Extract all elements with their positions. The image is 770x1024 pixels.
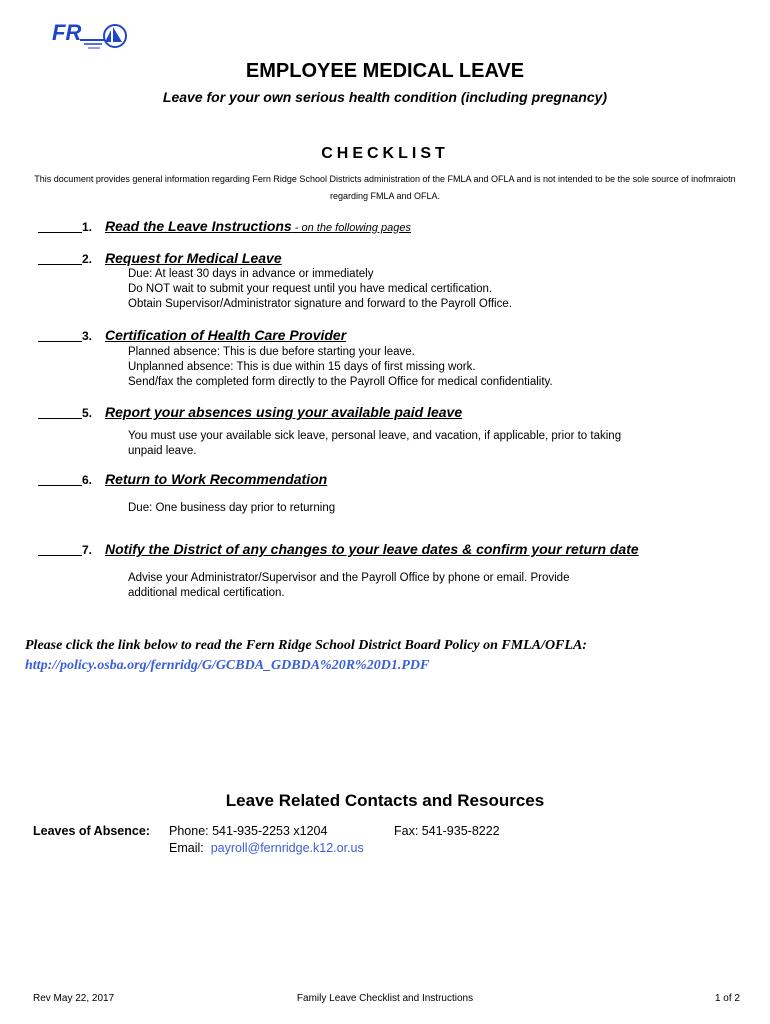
policy-section bbox=[25, 636, 587, 676]
checklist-item-5 bbox=[38, 405, 738, 459]
item-number: 3. bbox=[82, 329, 93, 343]
checkbox-blank[interactable] bbox=[38, 555, 82, 556]
detail-line: You must use your available sick leave, personal leave, and vacation, if applicable, prior to taking bbox=[128, 430, 622, 442]
detail-line: Due: At least 30 days in advance or immediately bbox=[128, 268, 374, 280]
item-title: Notify the District of any changes to your leave dates & confirm your return date bbox=[105, 541, 639, 557]
policy-link[interactable]: http://policy.osba.org/fernridg/G/GCBDA_GDBDA%20R%20D1.PDF bbox=[25, 658, 430, 673]
detail-line: unpaid leave. bbox=[128, 445, 197, 457]
detail-line: Send/fax the completed form directly to the Payroll Office for medical confidentiality. bbox=[128, 376, 553, 388]
contacts-block bbox=[33, 823, 500, 855]
contacts-heading: Leave Related Contacts and Resources bbox=[225, 791, 545, 810]
item-title: Report your absences using your available paid leave bbox=[105, 404, 463, 420]
checklist-item-6 bbox=[38, 472, 738, 516]
item-title: Certification of Health Care Provider bbox=[105, 327, 347, 343]
item-title-text: Read the Leave Instructions bbox=[105, 218, 292, 234]
checkbox-blank[interactable] bbox=[38, 418, 82, 419]
item-number: 2. bbox=[82, 252, 93, 266]
checklist-item-3 bbox=[38, 328, 738, 390]
checklist-heading: CHECKLIST bbox=[321, 145, 449, 162]
item-details bbox=[128, 501, 738, 516]
detail-line: Unplanned absence: This is due within 15 days of first missing work. bbox=[128, 361, 476, 373]
detail-line: Due: One business day prior to returning bbox=[128, 502, 336, 514]
checklist-item-1 bbox=[38, 219, 738, 239]
detail-line: Planned absence: This is due before starting your leave. bbox=[128, 346, 415, 358]
footer-document-title: Family Leave Checklist and Instructions bbox=[296, 993, 474, 1004]
fern-ridge-sailboat-logo-icon bbox=[50, 18, 130, 52]
footer-page-number: 1 of 2 bbox=[714, 993, 740, 1004]
item-details bbox=[128, 345, 738, 390]
footer-revision: Rev May 22, 2017 bbox=[33, 993, 115, 1004]
phone-number: Phone: 541-935-2253 x1204 bbox=[169, 824, 328, 838]
email-link[interactable]: payroll@fernridge.k12.or.us bbox=[210, 841, 364, 855]
checkbox-blank[interactable] bbox=[38, 485, 82, 486]
item-number: 6. bbox=[82, 473, 93, 487]
fax-number: Fax: 541-935-8222 bbox=[394, 824, 500, 838]
email-label: Email: bbox=[169, 841, 204, 855]
checkbox-blank[interactable] bbox=[38, 232, 82, 233]
item-note: - on the following pages bbox=[291, 222, 411, 234]
district-logo bbox=[50, 18, 130, 52]
detail-line: Advise your Administrator/Supervisor and the Payroll Office by phone or email. Provide bbox=[128, 572, 570, 584]
policy-text: Please click the link below to read the Fern Ridge School District Board Policy on FMLA/OFLA: bbox=[25, 638, 587, 653]
checklist-item-7 bbox=[38, 542, 738, 601]
intro-text: This document provides general information regarding Fern Ridge School Districts administration of the FMLA and OFLA and is not intended to be the sole source of inofmraiotn regarding FMLA and OFLA. bbox=[34, 174, 736, 201]
item-number: 1. bbox=[82, 220, 93, 234]
detail-line: additional medical certification. bbox=[128, 587, 285, 599]
logo-text: FR bbox=[52, 20, 82, 45]
item-title: Return to Work Recommendation bbox=[105, 471, 328, 487]
item-details bbox=[128, 571, 738, 601]
item-title bbox=[105, 218, 411, 234]
leaves-of-absence-label: Leaves of Absence: bbox=[33, 824, 150, 838]
detail-line: Do NOT wait to submit your request until you have medical certification. bbox=[128, 283, 493, 295]
item-number: 5. bbox=[82, 406, 93, 420]
page-title: EMPLOYEE MEDICAL LEAVE bbox=[245, 60, 525, 82]
checkbox-blank[interactable] bbox=[38, 341, 82, 342]
item-title: Request for Medical Leave bbox=[105, 250, 282, 266]
item-details bbox=[128, 267, 738, 312]
page-subtitle: Leave for your own serious health condition (including pregnancy) bbox=[162, 89, 608, 105]
checkbox-blank[interactable] bbox=[38, 264, 82, 265]
item-details bbox=[128, 429, 738, 459]
checklist-item-2 bbox=[38, 251, 738, 312]
detail-line: Obtain Supervisor/Administrator signature and forward to the Payroll Office. bbox=[128, 298, 512, 310]
item-number: 7. bbox=[82, 543, 93, 557]
email-row bbox=[169, 840, 364, 857]
